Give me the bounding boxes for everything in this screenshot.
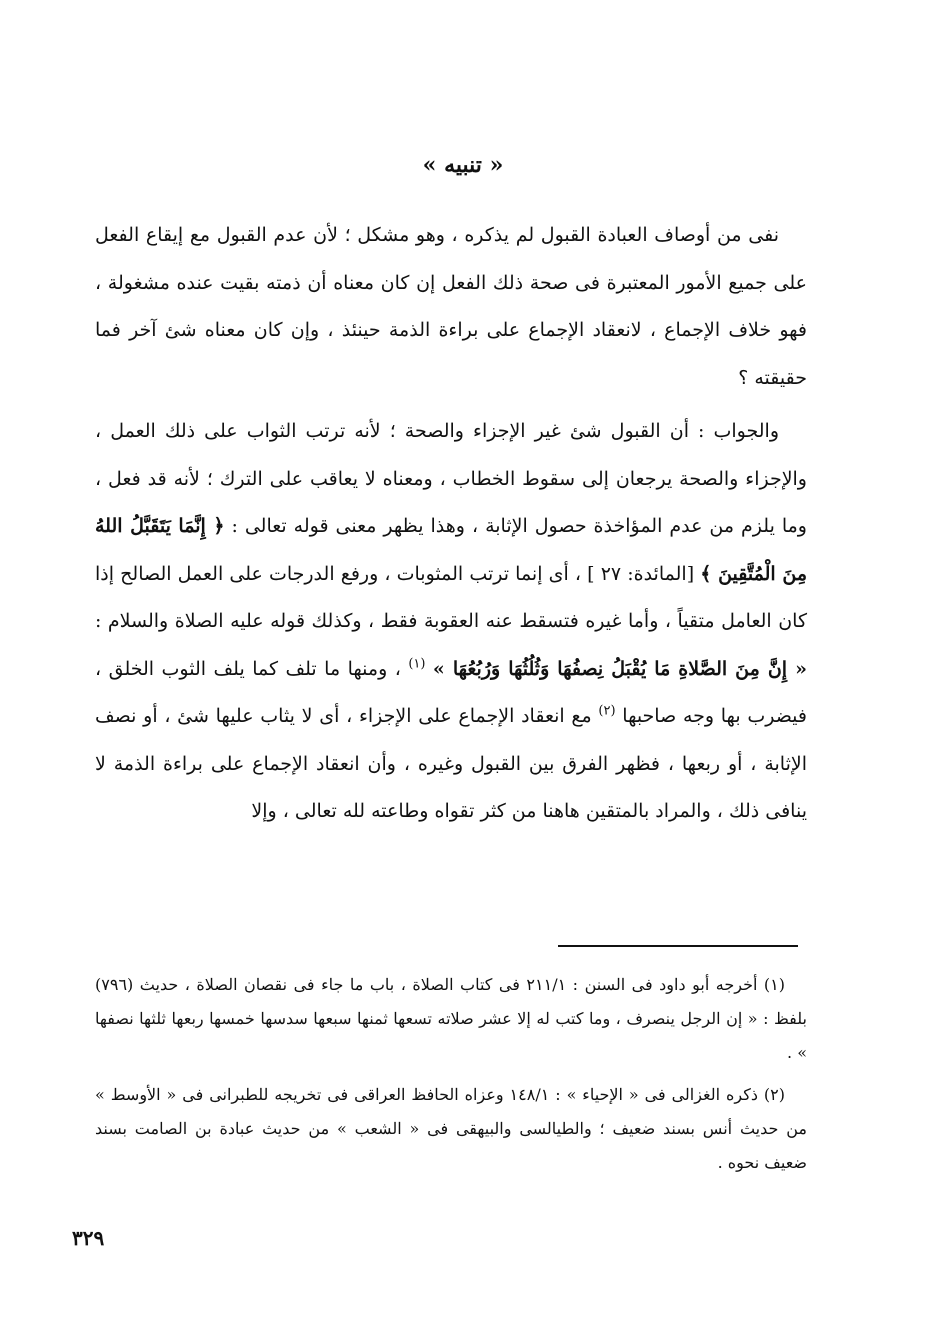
main-text	[95, 212, 807, 836]
answer-text-part1: والجواب : أن القبول شئ غير الإجزاء والصحة ؛ لأنه ترتب الثواب على ذلك العمل ، والإجزاء والصحة يرجعان إلى سقوط الخطاب ، ومعناه لا يعاقب على الترك ؛ لأنه قد فعل ، وما يلزم من عدم المؤاخذة حصول الإثابة ، وهذا يظهر معنى قوله تعالى :	[95, 420, 807, 537]
answer-text-part4: مع انعقاد الإجماع على الإجزاء ، أى لا يثاب عليها شئ ، أو نصف الإثابة ، أو ربعها ، فظهر الفرق بين القبول وغيره ، وأن انعقاد الإجماع على براءة الذمة لا ينافى ذلك ، والمراد بالمتقين هاهنا من كثر تقواه وطاعته لله تعالى ، وإلا	[95, 705, 807, 822]
paragraph-intro: نفى من أوصاف العبادة القبول لم يذكره ، وهو مشكل ؛ لأن عدم القبول مع إيقاع الفعل على جميع الأمور المعتبرة فى صحة ذلك الفعل إن كان معناه أن ذمته بقيت عنده مشغولة ، فهو خلاف الإجماع ، لانعقاد الإجماع على براءة الذمة حينئذ ، وإن كان معناه شئ آخر فما حقيقته ؟	[95, 224, 807, 389]
footnote-separator	[558, 945, 798, 947]
page-number: ٣٢٩	[72, 1226, 105, 1250]
footnote-2: (٢) ذكره الغزالى فى « الإحياء » : ١٤٨/١ وعزاه الحافظ العراقى فى تخريجه للطبرانى فى « الأوسط » من حديث أنس بسند ضعيف ؛ والطيالسى والبيهقى فى « الشعب » من حديث عبادة بن الصامت بسند ضعيف نحوه .	[95, 1085, 808, 1172]
answer-text-part2: [المائدة: ٢٧ ] ، أى إنما ترتب المثوبات ، ورفع الدرجات على العمل الصالح إذا كان العامل متقياً ، وأما غيره فتسقط عنه العقوبة فقط ، وكذلك قوله عليه الصلاة والسلام :	[95, 562, 807, 632]
section-heading: « تنبيه »	[422, 152, 504, 178]
footnotes	[95, 968, 807, 1180]
hadith-quote: « إِنَّ مِنَ الصَّلاةِ مَا يُقْبَلُ نِصفُهَا وَثُلُثُهَا وَرُبُعُهَا »	[432, 657, 807, 680]
paragraph-answer	[95, 408, 807, 836]
quran-verse: ﴿ إِنَّمَا يَتَقَبَّلُ اللهُ مِنَ الْمُتَّقِينَ ﴾	[95, 515, 807, 585]
footnote-1: (١) أخرجه أبو داود فى السنن : ٢١١/١ فى كتاب الصلاة ، باب ما جاء فى نقصان الصلاة ، حديث (٧٩٦) بلفظ : « إن الرجل ينصرف ، وما كتب له إلا عشر صلاته تسعها ثمنها سبعها سدسها خمسها ربعها ثلثها نصفها » .	[95, 975, 807, 1062]
footnote-ref-1: (١)	[408, 656, 426, 672]
answer-text-part3: ، ومنها ما تلف كما يلف الثوب الخلق ، فيضرب بها وجه صاحبها	[95, 657, 807, 727]
footnote-ref-2: (٢)	[598, 703, 616, 719]
